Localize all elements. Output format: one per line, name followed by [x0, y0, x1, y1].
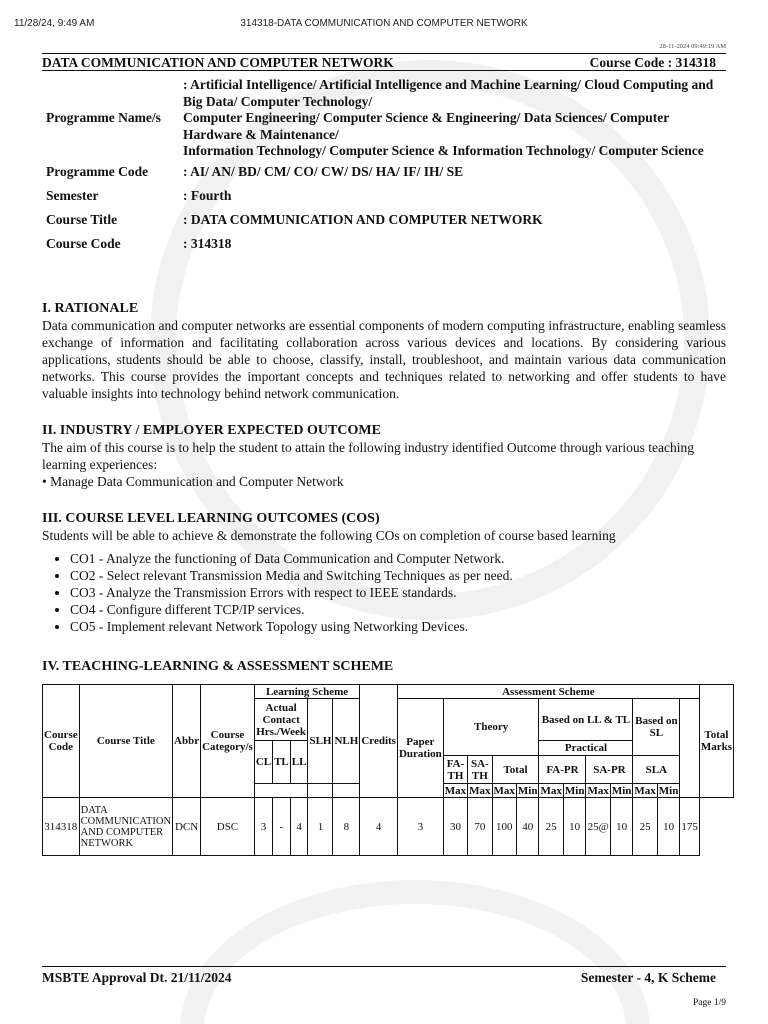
page-footer	[42, 966, 726, 984]
industry-bullet: • Manage Data Communication and Computer Network	[42, 474, 344, 489]
cell-sa-pr-min: 10	[610, 798, 633, 856]
th-slh-blank	[308, 784, 333, 798]
cos-intro: Students will be able to achieve & demonstrate the following COs on completion of course based learning	[42, 528, 616, 543]
cell-tl: -	[273, 798, 291, 856]
industry-body: The aim of this course is to help the student to attain the following industry identified Outcome through various teaching learning experiences:	[42, 440, 694, 472]
th-ll: LL	[290, 741, 308, 784]
table-row	[43, 798, 734, 856]
th-based-sl: Based on SL	[633, 699, 680, 756]
th-fa-th: FA-TH	[443, 756, 467, 784]
th-sa-pr: SA-PR	[586, 756, 633, 784]
course-name-heading: DATA COMMUNICATION AND COMPUTER NETWORK	[42, 55, 394, 70]
cell-category: DSC	[201, 798, 255, 856]
semester-row	[42, 185, 726, 209]
th-max: Max	[540, 784, 562, 797]
th-assessment-scheme: Assessment Scheme	[397, 685, 699, 699]
th-actual-contact: Actual Contact Hrs./Week	[254, 699, 308, 741]
generated-timestamp: 28-11-2024 09:49:19 AM	[659, 43, 726, 50]
co-item: • CO5 - Implement relevant Network Topology using Networking Devices.	[70, 618, 726, 635]
th-category: Course Category/s	[201, 685, 255, 798]
cell-paper-duration: 3	[397, 798, 443, 856]
th-sa-th: SA-TH	[468, 756, 492, 784]
semester-label: Semester	[46, 188, 99, 204]
programme-label: Programme Name/s	[46, 110, 161, 125]
cell-title: DATA COMMUNICATION AND COMPUTER NETWORK	[79, 798, 172, 856]
th-total: Total	[492, 756, 539, 784]
th-max: Max	[469, 784, 491, 797]
th-min: Min	[564, 784, 585, 797]
th-max: Max	[493, 784, 515, 797]
cell-total-min: 40	[516, 798, 539, 856]
cos-section	[42, 510, 726, 635]
course-title-label: Course Title	[46, 212, 118, 228]
th-abbr: Abbr	[173, 685, 201, 798]
course-code-row	[42, 233, 726, 257]
th-min: Min	[517, 784, 538, 797]
rationale-body: Data communication and computer networks are essential components of modern computing infrastructure, enabling seamless exchange of information and facilitating collaboration across various devices and locations. By considering various applications, students should be able to choose, classify, install, troubleshoot, and maintain various data communication networks. This course provides the important concepts and techniques related to networking and offer students to have valuable insights into technology behind network communication.	[42, 318, 726, 401]
cell-code: 314318	[43, 798, 80, 856]
th-credits: Credits	[360, 685, 398, 798]
programme-code-value: : AI/ AN/ BD/ CM/ CO/ CW/ DS/ HA/ IF/ IH/ SE	[183, 164, 464, 180]
scheme-heading: IV. TEACHING-LEARNING & ASSESSMENT SCHEME	[42, 659, 394, 674]
course-code-value: : 314318	[183, 236, 232, 252]
cell-sa-th-max: 70	[468, 798, 492, 856]
cell-sla-min: 10	[657, 798, 680, 856]
industry-section	[42, 422, 726, 490]
approval-date: MSBTE Approval Dt. 21/11/2024	[42, 970, 232, 985]
programme-value	[179, 76, 726, 161]
th-max: Max	[587, 784, 609, 797]
programme-line-1: : Artificial Intelligence/ Artificial Intelligence and Machine Learning/ Cloud Computing and Big Data/ Computer Technology/	[183, 77, 714, 109]
cell-nlh: 8	[333, 798, 360, 856]
programme-line-3: Information Technology/ Computer Science & Information Technology/ Computer Science	[183, 143, 704, 158]
programme-code-row	[42, 161, 726, 185]
th-course-title: Course Title	[79, 685, 172, 798]
semester-value: : Fourth	[183, 188, 232, 204]
th-sla: SLA	[633, 756, 680, 784]
th-max: Max	[444, 784, 467, 797]
rationale-section	[42, 300, 726, 402]
th-theory: Theory	[443, 699, 539, 756]
cell-total-max: 100	[492, 798, 516, 856]
th-total-marks: Total Marks	[699, 685, 733, 798]
th-contact-blank	[254, 784, 308, 798]
programme-row	[42, 76, 726, 161]
course-code-heading: Course Code : 314318	[589, 55, 716, 70]
cell-sla-max: 25	[633, 798, 657, 856]
programme-info-table	[42, 76, 726, 257]
th-fa-pr: FA-PR	[539, 756, 586, 784]
industry-heading: II. INDUSTRY / EMPLOYER EXPECTED OUTCOME	[42, 423, 381, 438]
th-tl: TL	[273, 741, 291, 784]
teaching-assessment-table	[42, 684, 734, 856]
print-doc-title: 314318-DATA COMMUNICATION AND COMPUTER NETWORK	[240, 18, 528, 29]
scheme-section	[42, 658, 726, 675]
co-list	[42, 550, 726, 635]
cell-fa-th-max: 30	[443, 798, 467, 856]
course-title-bar	[42, 53, 726, 71]
th-nlh: NLH	[333, 699, 360, 784]
cos-heading: III. COURSE LEVEL LEARNING OUTCOMES (COS)	[42, 511, 380, 526]
th-learning-scheme: Learning Scheme	[254, 685, 360, 699]
th-max: Max	[634, 784, 656, 797]
th-min: Min	[658, 784, 679, 797]
cell-abbr: DCN	[173, 798, 201, 856]
cell-cl: 3	[254, 798, 272, 856]
cell-fa-pr-min: 10	[563, 798, 586, 856]
course-title-row	[42, 209, 726, 233]
rationale-heading: I. RATIONALE	[42, 301, 139, 316]
th-practical: Practical	[539, 741, 633, 756]
course-code-label: Course Code	[46, 236, 121, 252]
cell-fa-pr-max: 25	[539, 798, 563, 856]
th-cl: CL	[254, 741, 272, 784]
course-title-value: : DATA COMMUNICATION AND COMPUTER NETWORK	[183, 212, 543, 228]
co-item: • CO3 - Analyze the Transmission Errors with respect to IEEE standards.	[70, 584, 726, 601]
co-item: • CO1 - Analyze the functioning of Data Communication and Computer Network.	[70, 550, 726, 567]
programme-code-label: Programme Code	[46, 164, 149, 180]
cell-credits: 4	[360, 798, 398, 856]
co-item: • CO2 - Select relevant Transmission Media and Switching Techniques as per need.	[70, 567, 726, 584]
th-paper-duration: Paper Duration	[397, 699, 443, 798]
cell-total-marks: 175	[680, 798, 700, 856]
co-item: • CO4 - Configure different TCP/IP services.	[70, 601, 726, 618]
th-based-ll-tl: Based on LL & TL	[539, 699, 633, 741]
page-number: Page 1/9	[693, 998, 726, 1008]
th-min: Min	[611, 784, 632, 797]
cell-ll: 4	[290, 798, 308, 856]
th-nlh-blank	[333, 784, 360, 798]
print-datetime: 11/28/24, 9:49 AM	[14, 18, 95, 29]
th-slh: SLH	[308, 699, 333, 784]
cell-slh: 1	[308, 798, 333, 856]
semester-scheme: Semester - 4, K Scheme	[580, 970, 716, 985]
programme-line-2: Computer Engineering/ Computer Science & Engineering/ Data Sciences/ Computer Hardware & Maintenance/	[183, 110, 669, 142]
cell-sa-pr-max: 25@	[586, 798, 610, 856]
th-course-code: Course Code	[43, 685, 80, 798]
